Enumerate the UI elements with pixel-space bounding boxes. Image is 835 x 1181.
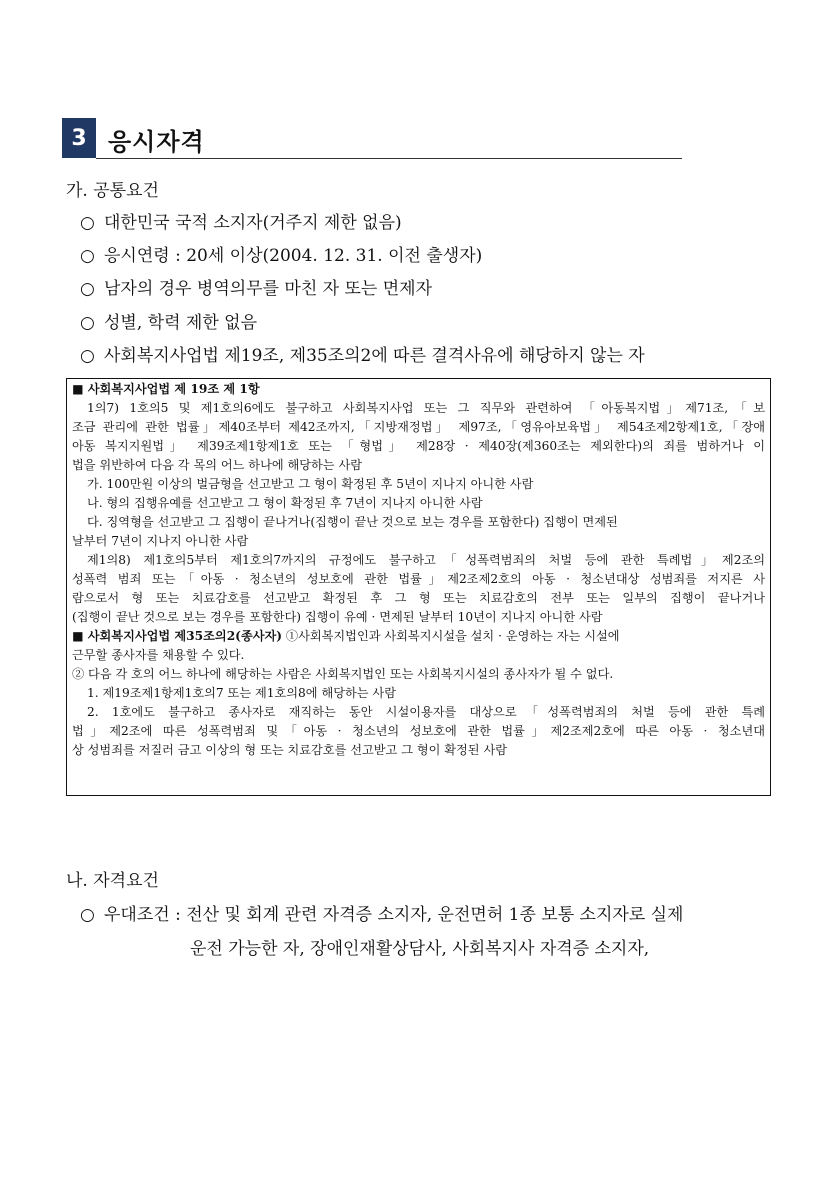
law-line: 조금 관리에 관한 법률」제40조부터 제42조까지,「지방재정법」 제97조,「영유아보육법」 제54조제2항제1호,「장애 — [72, 420, 765, 434]
law-line: 근무할 종사자를 채용할 수 있다. — [72, 648, 245, 662]
preference-text-1: 전산 및 회계 관련 자격증 소지자, 운전면허 1종 보통 소지자로 실제 — [186, 905, 684, 925]
preference-line-2: 운전 가능한 자, 장애인재활상담사, 사회복지사 자격증 소지자, — [190, 939, 650, 959]
requirement-item — [80, 208, 402, 233]
law-line: 성폭력 범죄 또는「아동 · 청소년의 성보호에 관한 법률」제2조제2호의 아동 · 청소년대상 성범죄를 저지른 사 — [72, 572, 765, 586]
law-line: ② 다음 각 호의 어느 하나에 해당하는 사람은 사회복지법인 또는 사회복지시설의 종사자가 될 수 없다. — [72, 667, 614, 681]
law-line: 날부터 7년이 지나지 아니한 사람 — [72, 534, 249, 548]
law-line: 다. 징역형을 선고받고 그 집행이 끝나거나(집행이 끝난 것으로 보는 경우를 포함한다) 집행이 면제된 — [87, 515, 618, 529]
section-underline — [96, 158, 682, 159]
circle-bullet-icon: ○ — [80, 313, 95, 333]
section-number-badge: 3 — [62, 118, 96, 158]
law-line: 1의7) 1호의5 및 제1호의6에도 불구하고 사회복지사업 또는 그 직무와 관련하여 「아동복지법」제71조,「보 — [87, 401, 765, 415]
common-requirements-heading: 가. 공통요건 — [66, 181, 159, 201]
requirement-item — [80, 308, 257, 333]
requirement-text: 응시연령 : 20세 이상(2004. 12. 31. 이전 출생자) — [104, 246, 483, 266]
circle-bullet-icon: ○ — [80, 279, 95, 299]
law-excerpt-box — [66, 378, 771, 796]
section-title: 응시자격 — [108, 128, 205, 156]
requirement-item — [80, 241, 482, 266]
circle-bullet-icon: ○ — [80, 213, 95, 233]
requirement-text: 남자의 경우 병역의무를 마친 자 또는 면제자 — [104, 279, 433, 299]
law-line: 법」제2조에 따른 성폭력범죄 및「아동 · 청소년의 성보호에 관한 법률」제2조제2호에 따른 아동 · 청소년대 — [72, 724, 765, 738]
law2-title: ■ 사회복지사업법 제35조의2(종사자) — [72, 629, 283, 643]
law-line: (집행이 끝난 것으로 보는 경우를 포함한다) 집행이 유예 · 면제된 날부터 10년이 지나지 아니한 사람 — [72, 610, 603, 624]
circle-bullet-icon: ○ — [80, 246, 95, 266]
law-line: 람으로서 형 또는 치료감호를 선고받고 확정된 후 그 형 또는 치료감호의 전부 또는 일부의 집행이 끝나거나 — [72, 591, 765, 605]
requirement-item — [80, 274, 432, 299]
circle-bullet-icon: ○ — [80, 346, 95, 366]
law-line: 제1의8) 제1호의5부터 제1호의7까지의 규정에도 불구하고「성폭력범죄의 처벌 등에 관한 특례법」제2조의 — [87, 553, 765, 567]
requirement-text: 대한민국 국적 소지자(거주지 제한 없음) — [104, 213, 402, 233]
section-header — [62, 118, 682, 160]
law-line: 나. 형의 집행유예를 선고받고 그 형이 확정된 후 7년이 지나지 아니한 사람 — [87, 496, 483, 510]
law-line: 법을 위반하여 다음 각 목의 어느 하나에 해당하는 사람 — [72, 458, 363, 472]
law-line: 아동 복지지원법」 제39조제1항제1호 또는 「형법」 제28장 · 제40장(제360조는 제외한다)의 죄를 범하거나 이 — [72, 439, 765, 453]
law1-title: ■ 사회복지사업법 제 19조 제 1항 — [72, 382, 260, 396]
requirement-item — [80, 341, 645, 366]
law-line: 가. 100만원 이상의 벌금형을 선고받고 그 형이 확정된 후 5년이 지나지 아니한 사람 — [87, 477, 534, 491]
law-line: 1. 제19조제1항제1호의7 또는 제1호의8에 해당하는 사람 — [87, 686, 396, 700]
law-line: 2. 1호에도 불구하고 종사자로 재직하는 동안 시설이용자를 대상으로「성폭력범죄의 처벌 등에 관한 특례 — [87, 705, 765, 719]
requirement-text: 사회복지사업법 제19조, 제35조의2에 따른 결격사유에 해당하지 않는 자 — [104, 346, 645, 366]
law2-title-line — [72, 627, 765, 646]
qualification-heading: 나. 자격요건 — [66, 871, 159, 891]
requirement-text: 성별, 학력 제한 없음 — [104, 313, 257, 333]
circle-bullet-icon: ○ — [80, 905, 95, 925]
preference-line-1 — [80, 900, 683, 925]
law-line: 상 성범죄를 저질러 금고 이상의 형 또는 치료감호를 선고받고 그 형이 확정된 사람 — [72, 743, 508, 757]
preference-label: 우대조건 : — [104, 905, 187, 925]
law2-first-text: ①사회복지법인과 사회복지시설을 설치 · 운영하는 자는 시설에 — [282, 629, 620, 643]
